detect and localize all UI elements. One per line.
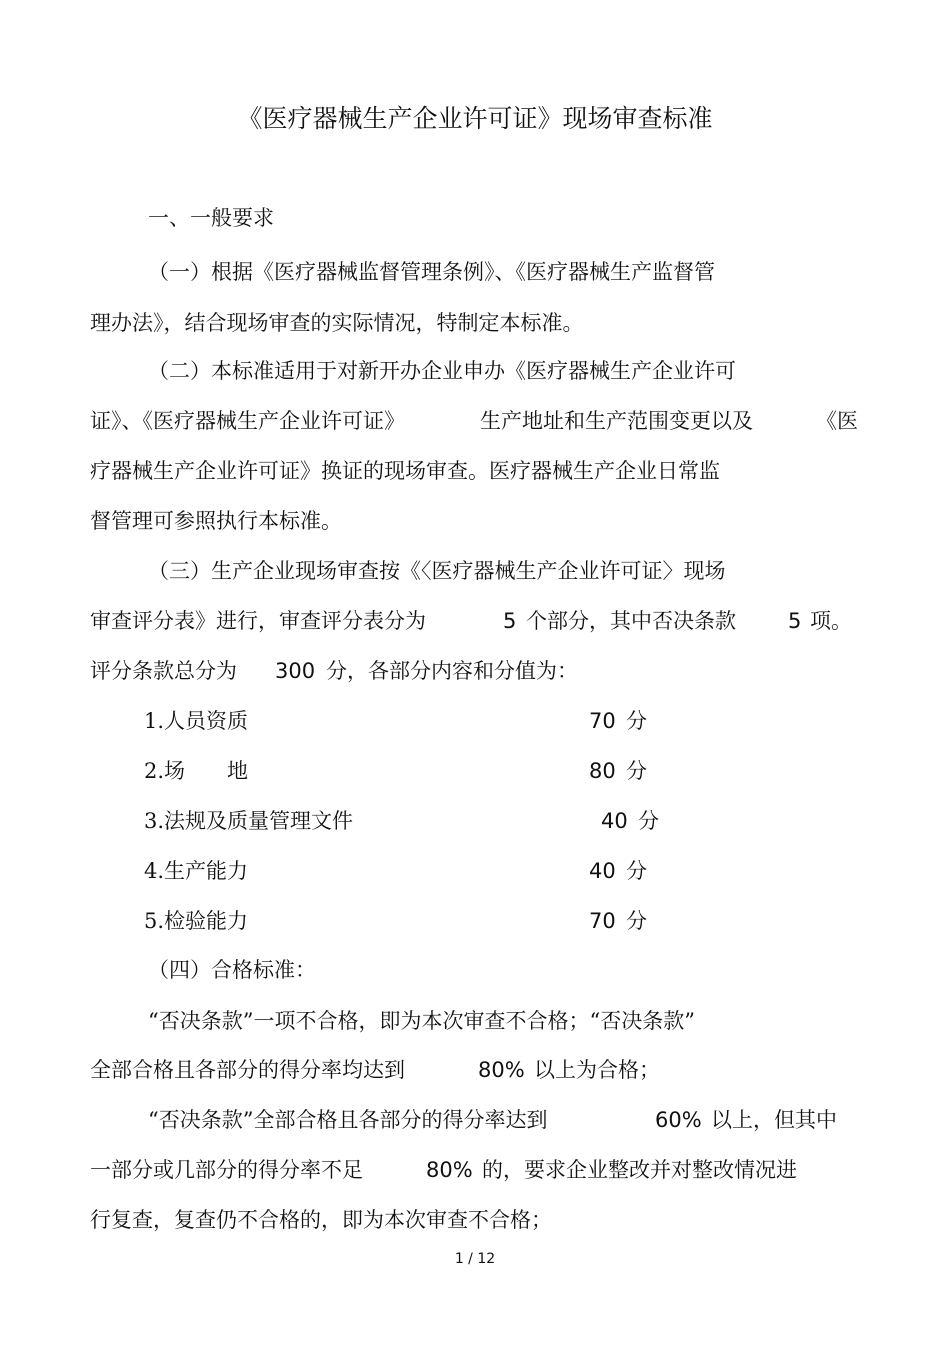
para1-line1: （一）根据《医疗器械监督管理条例》、《医疗器械生产监督管 [148,260,715,284]
para2-line3: 疗器械生产企业许可证》换证的现场审查。医疗器械生产企业日常监 [90,459,720,483]
para3-line2-e: 项。 [810,609,852,633]
para3-line3-a: 评分条款总分为 [90,659,237,683]
para4-line1: “否决条款”一项不合格，即为本次审查不合格；“否决条款” [148,1009,695,1033]
para4-line2-a: 全部合格且各部分的得分率均达到 [90,1058,405,1082]
score-item-unit: 分 [626,709,647,733]
para3-line1: （三）生产企业现场审查按《〈医疗器械生产企业许可证〉现场 [148,559,726,583]
shortfall-threshold: 80% [426,1158,473,1182]
score-item-label: 4.生产能力 [144,859,249,883]
section-heading: 一、一般要求 [148,206,274,230]
para4-line3-a: “否决条款”全部合格且各部分的得分率达到 [148,1108,548,1132]
para4-line3-c: 以上，但其中 [711,1108,837,1132]
para4-line4-a: 一部分或几部分的得分率不足 [90,1158,363,1182]
score-item-value: 40 [589,859,616,883]
para2-line2-c: 《医 [816,409,858,433]
para2-line2-b: 生产地址和生产范围变更以及 [480,409,753,433]
score-item-unit: 分 [626,909,647,933]
score-item-value: 70 [589,709,616,733]
score-item-value: 40 [601,809,628,833]
score-item-unit: 分 [638,809,659,833]
para3-line2-a: 审查评分表》进行，审查评分表分为 [90,609,426,633]
score-item-label: 1.人员资质 [144,709,249,733]
score-item-value: 70 [589,909,616,933]
para3-line3-c: 分，各部分内容和分值为： [326,659,578,683]
score-item-unit: 分 [626,859,647,883]
document-title: 《医疗器械生产企业许可证》现场审查标准 [237,104,713,133]
para3-line2-c: 个部分，其中否决条款 [526,609,736,633]
rectify-threshold: 60% [655,1108,702,1132]
para4-line2-c: 以上为合格； [534,1058,660,1082]
pass-threshold: 80% [478,1058,525,1082]
score-item-unit: 分 [626,759,647,783]
score-item-label: 3.法规及质量管理文件 [144,809,354,833]
page-number: 1 / 12 [454,1251,496,1267]
veto-count: 5 [788,609,802,633]
score-item-label: 2.场 地 [144,759,249,783]
score-item-label: 5.检验能力 [144,909,249,933]
para4-line5: 行复查，复查仍不合格的，即为本次审查不合格； [90,1208,552,1232]
score-item-value: 80 [589,759,616,783]
part-count: 5 [503,609,517,633]
para2-line2-a: 证》、《医疗器械生产企业许可证》 [90,409,405,433]
para1-line2: 理办法》，结合现场审查的实际情况，特制定本标准。 [90,311,584,335]
para4-line4-c: 的，要求企业整改并对整改情况进 [482,1158,797,1182]
para2-line1: （二）本标准适用于对新开办企业申办《医疗器械生产企业许可 [148,359,736,383]
para4-heading: （四）合格标准： [148,958,316,982]
total-score: 300 [275,659,316,683]
para2-line4: 督管理可参照执行本标准。 [90,509,342,533]
